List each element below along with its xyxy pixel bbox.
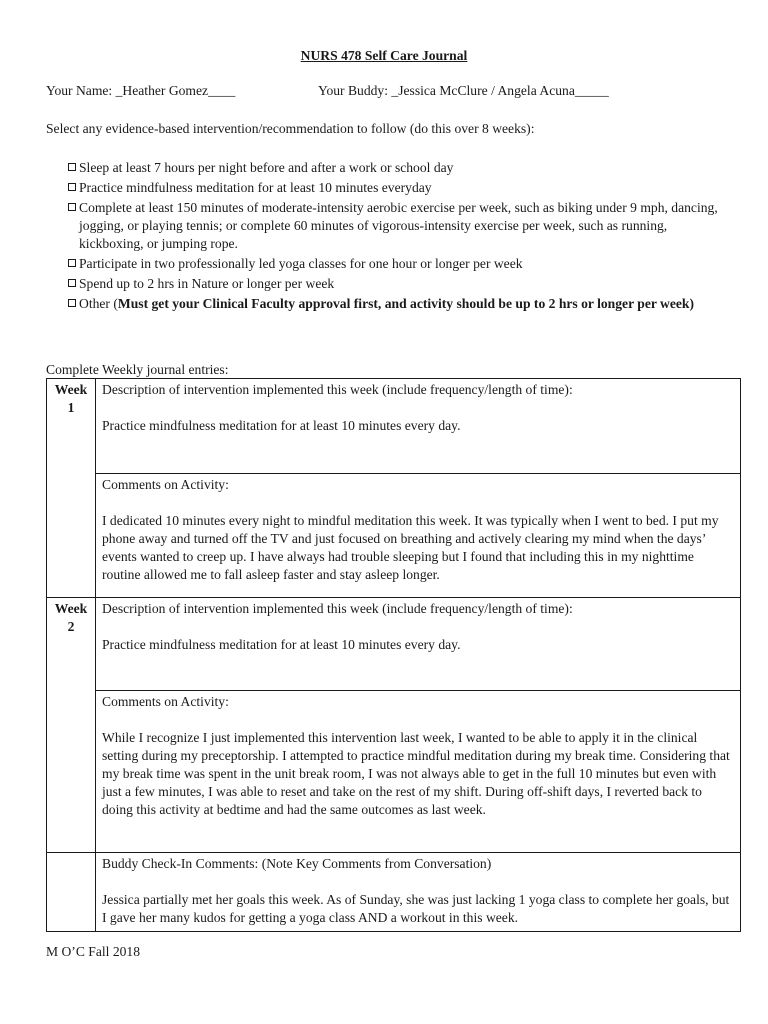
option-exercise [68,199,718,253]
empty-week-cell [47,853,96,932]
week1-description: Practice mindfulness meditation for at least 10 minutes every day. [102,418,461,433]
description-header: Description of intervention implemented this week (include frequency/length of time): [102,382,573,397]
week1-comments: I dedicated 10 minutes every night to mindful meditation this week. It was typically when I went to bed. I put my phone away and turned off the TV and just focused on breathing and actively clearing my mind when the days’ events wanted to creep up. I have always had trouble sleeping but I found that including this in my nighttime routine allowed me to fall asleep faster and stay asleep longer. [102,513,719,582]
intervention-options [68,159,718,315]
table-row [47,379,741,474]
option-label: Practice mindfulness meditation for at least 10 minutes everyday [79,180,432,195]
option-other-requirement: Must get your Clinical Faculty approval first, and activity should be up to 2 hrs or longer per week) [117,296,695,311]
checkbox-mindfulness[interactable] [68,183,76,191]
your-name-line: Your Name: _Heather Gomez____ [46,83,236,98]
week-label: Week 2 [47,598,96,853]
option-label: Participate in two professionally led yoga classes for one hour or longer per week [79,256,523,271]
option-yoga [68,255,718,273]
table-row [47,474,741,598]
option-nature [68,275,718,293]
checkbox-yoga[interactable] [68,259,76,267]
week2-description-cell[interactable] [96,598,741,691]
week2-description: Practice mindfulness meditation for at least 10 minutes every day. [102,637,461,652]
option-other [68,295,718,313]
table-row [47,598,741,691]
journal-table [46,378,741,932]
comments-header: Comments on Activity: [102,477,229,492]
week-label: Week 1 [47,379,96,598]
weekly-entries-label: Complete Weekly journal entries: [46,362,229,377]
buddy-checkin-text: Jessica partially met her goals this week. As of Sunday, she was just lacking 1 yoga class to complete her goals, but I gave her many kudos for getting a yoga class AND a workout in this week. [102,892,730,925]
checkbox-nature[interactable] [68,279,76,287]
buddy-checkin-cell[interactable] [96,853,741,932]
description-header: Description of intervention implemented this week (include frequency/length of time): [102,601,573,616]
week2-comments-cell[interactable] [96,691,741,853]
option-sleep [68,159,718,177]
option-label: Sleep at least 7 hours per night before and after a work or school day [79,160,454,175]
week2-comments: While I recognize I just implemented this intervention last week, I wanted to be able to apply it in the clinical setting during my preceptorship. I attempted to practice mindful meditation during my break time. Considering that my break time was spent in the unit break room, I was not always able to get in the full 10 minutes but even with just a few minutes, I was able to reset and take on the rest of my shift. During off-shift days, I reverted back to doing this activity at bedtime and had the same outcomes as last week. [102,730,730,817]
buddy-checkin-header: Buddy Check-In Comments: (Note Key Comments from Conversation) [102,856,492,871]
table-row [47,691,741,853]
week1-comments-cell[interactable] [96,474,741,598]
your-buddy-line: Your Buddy: _Jessica McClure / Angela Acuna_____ [318,83,609,98]
option-other-prefix: Other ( [79,296,118,311]
page-title: NURS 478 Self Care Journal [300,48,468,63]
option-label: Spend up to 2 hrs in Nature or longer per week [79,276,335,291]
checkbox-exercise[interactable] [68,203,76,211]
option-label: Complete at least 150 minutes of moderate-intensity aerobic exercise per week, such as biking under 9 mph, dancing, jogging, or playing tennis; or complete 60 minutes of vigorous-intensity exercise per week, such as running, kickboxing, or jumping rope. [79,200,718,251]
option-mindfulness [68,179,718,197]
footer-text: M O’C Fall 2018 [46,944,141,959]
table-row [47,853,741,932]
checkbox-sleep[interactable] [68,163,76,171]
comments-header: Comments on Activity: [102,694,229,709]
select-instruction: Select any evidence-based intervention/recommendation to follow (do this over 8 weeks): [46,121,535,136]
week1-description-cell[interactable] [96,379,741,474]
checkbox-other[interactable] [68,299,76,307]
